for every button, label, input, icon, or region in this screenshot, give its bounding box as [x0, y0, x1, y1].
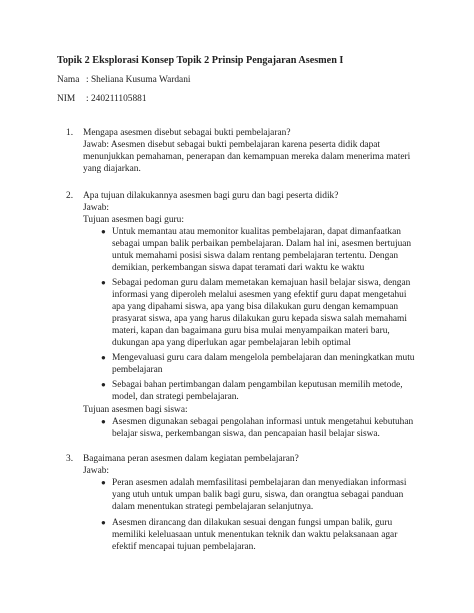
q2-guru-bullet-1-line: demikian, perkembangan siswa dapat teramati dari waktu ke waktu — [112, 263, 365, 273]
q2-siswa-bullet-1-line: belajar siswa, perkembangan siswa, dan pencapaian hasil belajar siswa. — [112, 429, 380, 439]
bullet-icon: ● — [101, 478, 106, 487]
q1-number: 1. — [66, 128, 74, 138]
q3-bullet-1-line: yang utuh untuk umpan balik bagi guru, siswa, dan orangtua sebagai panduan — [112, 490, 404, 500]
bullet-icon: ● — [101, 278, 106, 287]
q2-guru-bullet-1-line: Untuk memantau atau memonitor kualitas pembelajaran, dapat dimanfaatkan — [112, 227, 401, 237]
q2-guru-bullet-2-line: informasi yang diperoleh melalui asesmen yang efektif guru dapat mengetahui — [112, 290, 407, 300]
q2-siswa-heading: Tujuan asesmen bagi siswa: — [83, 405, 188, 415]
q3-bullet-1-line: Peran asesmen adalah memfasilitasi pembelajaran dan menyediakan informasi — [112, 478, 407, 488]
nim-label: NIM — [57, 94, 76, 104]
q2-guru-bullet-2-line: prasyarat siswa, apa yang harus dilakukan guru kepada siswa salah memahami — [112, 314, 407, 324]
q2-guru-bullet-2-line: materi, kapan dan bagaimana guru bisa mulai menyampaikan materi baru, — [112, 326, 390, 336]
q2-guru-heading: Tujuan asesmen bagi guru: — [83, 215, 184, 225]
q1-answer-line: menunjukkan pemahaman, penerapan dan kemampuan mereka dalam menerima materi — [83, 152, 411, 162]
q3-bullet-2-line: Asesmen dirancang dan dilakukan sesuai dengan fungsi umpan balik, guru — [112, 518, 393, 528]
q2-siswa-bullet-1-line: Asesmen digunakan sebagai pengolahan informasi untuk mengetahui kebutuhan — [112, 417, 414, 427]
nama-label: Nama — [57, 75, 80, 85]
q2-question: Apa tujuan dilakukannya asesmen bagi guru dan bagi peserta didik? — [83, 191, 339, 201]
bullet-icon: ● — [101, 518, 106, 527]
q3-bullet-1-line: dalam menentukan strategi pembelajaran selanjutnya. — [112, 502, 314, 512]
q2-guru-bullet-4-line: Sebagai bahan pertimbangan dalam pengambilan keputusan memilih metode, — [112, 380, 403, 390]
document-title: Topik 2 Eksplorasi Konsep Topik 2 Prinsip Pengajaran Asesmen I — [57, 55, 344, 66]
q3-bullet-2-line: memiliki keleluasaan untuk menentukan teknik dan waktu pelaksanaan agar — [112, 530, 398, 540]
bullet-icon: ● — [101, 227, 106, 236]
q1-question: Mengapa asesmen disebut sebagai bukti pembelajaran? — [83, 128, 291, 138]
bullet-icon: ● — [101, 353, 106, 362]
q3-question: Bagaimana peran asesmen dalam kegiatan pembelajaran? — [83, 454, 299, 464]
q3-jawab-label: Jawab: — [83, 466, 110, 476]
q2-number: 2. — [66, 191, 74, 201]
q2-guru-bullet-3-line: Mengevaluasi guru cara dalam mengelola pembelajaran dan meningkatkan mutu — [112, 353, 415, 363]
q2-guru-bullet-1-line: untuk memahami posisi siswa dalam rentang pembelajaran tertentu. Dengan — [112, 251, 399, 261]
q2-jawab-label: Jawab: — [83, 203, 110, 213]
q3-number: 3. — [66, 454, 74, 464]
nim-value: : 240211105881 — [86, 94, 147, 104]
bullet-icon: ● — [101, 417, 106, 426]
q3-bullet-2-line: efektif mencapai tujuan pembelajaran. — [112, 542, 256, 552]
nama-value: : Sheliana Kusuma Wardani — [86, 75, 191, 85]
q2-guru-bullet-2-line: Sebagai pedoman guru dalam memetakan kemajuan hasil belajar siswa, dengan — [112, 278, 411, 288]
bullet-icon: ● — [101, 380, 106, 389]
q2-guru-bullet-2-line: apa yang dipahami siswa, apa yang bisa dilakukan guru dengan kemampuan — [112, 302, 399, 312]
q2-guru-bullet-3-line: pembelajaran — [112, 365, 163, 375]
q1-answer-line: Jawab: Asesmen disebut sebagai bukti pembelajaran karena peserta didik dapat — [83, 140, 381, 150]
q2-guru-bullet-1-line: sebagai umpan balik perbaikan pembelajaran. Dalam hal ini, asesmen bertujuan — [112, 239, 412, 249]
q1-answer-line: yang diajarkan. — [83, 164, 141, 174]
q2-guru-bullet-4-line: model, dan strategi pembelajaran. — [112, 392, 239, 402]
q2-guru-bullet-2-line: dukungan apa yang diperlukan agar pembelajaran lebih optimal — [112, 338, 351, 348]
